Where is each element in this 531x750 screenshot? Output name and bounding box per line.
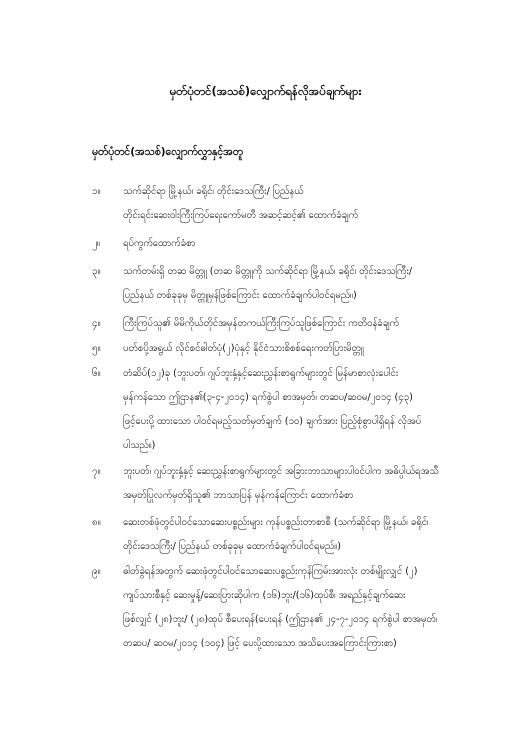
item-text: အမှတ်ပြုလက်မှတ်ရှိသူ၏ ဘာသာပြန် မှန်ကန်ကြောင်း ထောက်ခံစာ <box>123 490 354 501</box>
item-number: ၁။ <box>92 186 101 197</box>
item-number: ၄။ <box>92 318 101 329</box>
item-number: ၃။ <box>92 266 101 277</box>
item-number: ၅။ <box>92 343 101 354</box>
item-number: ၆။ <box>92 368 101 379</box>
item-text: ဆေးတစ်ဖုံတွင်ပါဝင်သောဆေးပစ္စည်းများ ကုန်ပစ္စည်းတာစာစီ (သက်ဆိုင်ရာ မြို့နယ်၊ ခရိုင်၊ <box>123 517 429 528</box>
item-number: ၂။ <box>92 238 100 249</box>
item-text: မှန်ကန်သော ဤဌာန၏(၃-၄-၂၀၁၄) ရက်စွဲပါ စာအမှတ်၊ တဆပ/ဆဝမ/၂၀၁၄ (၄၃) <box>123 392 413 403</box>
item-text: သက်ဆိုင်ရာ မြို့နယ်၊ ခရိုင်၊ တိုင်းဒေသကြီး/ ပြည်နယ် <box>123 186 304 197</box>
item-text: တိုင်းရင်းဆေးဝါးကြီးကြပ်ရေးကော်မတီ အဆင့်ဆင့်၏ ထောက်ခံချက် <box>123 210 358 221</box>
item-text: ဘူးပတ်၊ ဂျပ်ဘူးနှံ့နှင့် ဆေးညွှန်းစာရွက်များတွင် အခြားဘာသာများပါဝင်ပါက အဓိပ္ပါယ်ရအသီ <box>123 466 439 477</box>
item-number: ၈။ <box>92 517 101 528</box>
item-text: ကြီးကြပ်သူ၏ မိမိကိုယ်တိုင်အမှန်တကယ်ကြီးကြပ်သူဖြစ်ကြောင်း ကတိဝန်ခံချက် <box>123 318 399 329</box>
item-text: ပါသည်။) <box>123 440 156 451</box>
item-text: တဆပ/ ဆဝမ/၂၀၁၄ (၁၀၄) ဖြင့် ပေးပို့ထားသော အသိပေးအကြောင်းကြားစာ) <box>123 638 397 649</box>
document-subtitle: မှတ်ပုံတင်(အသစ်)လျှောက်လွှာနှင့်အတူ <box>92 146 244 158</box>
item-text: ဓါတ်ခွဲရန်အတွက် ဆေးဖုံတွင်ပါဝင်သောဆေးပစ္စည်းကုန်ကြမ်းအားလုံး တစ်မျိုးလျှင် (၂) <box>123 566 418 577</box>
item-text: ရပ်ကွက်ထောက်ခံစာ <box>123 238 196 249</box>
item-text: ပြည်နယ် တစ်ခုခုမှ မိတ္တူမှန်ဖြစ်ကြောင်း ထောက်ခံချက်ပါဝင်ရမည်။) <box>123 290 357 301</box>
item-text: တံဆိပ်(၁၂)ခု (ဘူးပတ်၊ ဂျပ်ဘူးနှံ့နှင့်ဆေးညွှန်းစာရွက်များတွင် မြန်မာစာလုံးပေါင်း <box>123 368 399 379</box>
item-text: ကျပ်သားစီနှင့် ဆေးမှုန့်/ဆေးပြားဆိုပါက (၁၆)ဘူး/(၁၆)ထုပ်စီ၊ အရည်နှင့်ချက်ဆေး <box>123 590 406 601</box>
item-text: သက်တမ်းရှိ တဆ မိတ္တူ (တဆ မိတ္တူကို သက်ဆိုင်ရာ မြို့နယ်၊ ခရိုင်၊ တိုင်းဒေသကြီး/ <box>123 266 413 277</box>
item-number: ၉။ <box>92 566 101 577</box>
item-text: ဖြင့်ပေးပို့ ထားသော ပါဝင်ရမည့်သတ်မှတ်ချက် (၁၀) ချက်အား ပြည့်စုံစွာပါရှိရန် လိုအပ် <box>123 416 422 427</box>
item-number: ၇။ <box>92 466 101 477</box>
document-title: မှတ်ပုံတင်(အသစ်)လျှောက်ရန်လိုအပ်ချက်များ <box>169 84 362 98</box>
item-text: ပတ်စပို့အရွယ် လိုင်စင်ဓါတ်ပုံ(၂)ပုံနှင့် နိုင်ငံသားစိစစ်ရေးကတ်ပြားမိတ္တူ <box>123 343 364 354</box>
item-text: ဖြစ်လျှင် (၂၈)ဘူး/ (၂၈)ထုပ် စီပေးရန်(ပေးရန် (ဤဌာန၏ ၂၄-၇-၂၀၁၄ ရက်စွဲပါ စာအမှတ်၊ <box>123 614 438 625</box>
item-text: တိုင်းဒေသကြီး/ ပြည်နယ် တစ်ခုခုမှ ထောက်ခံချက်ပါဝင်ရမည်။) <box>123 541 341 552</box>
